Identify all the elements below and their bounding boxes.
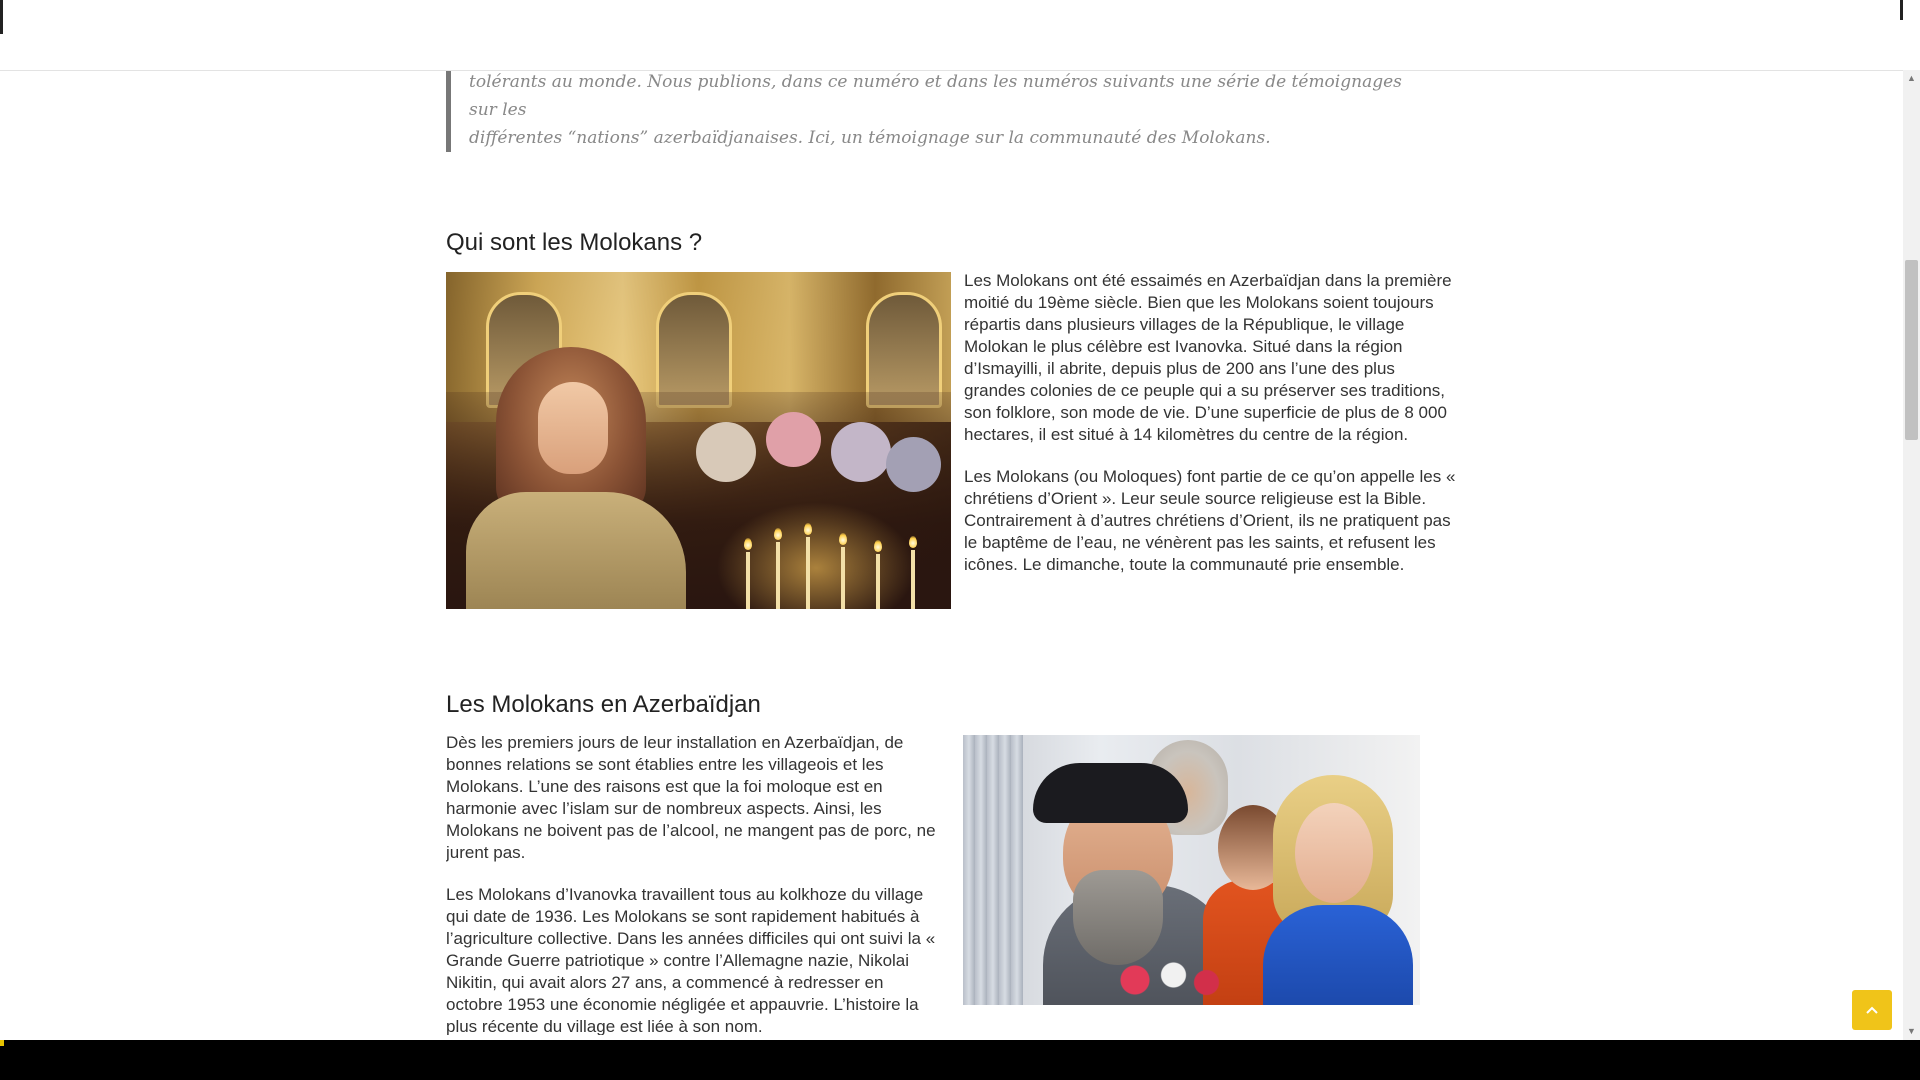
candle-flame [909,536,917,548]
worshipper-head [831,422,891,482]
candle [876,554,880,609]
page-scrollbar[interactable] [1903,70,1920,1040]
candle-flame [744,538,752,550]
elderly-man-beard [1073,870,1163,965]
icon-arch [866,292,942,408]
candle-flame [774,528,782,540]
candle-flame [804,523,812,535]
candle [806,537,810,609]
scroll-up-arrow-icon[interactable]: ▲ [1907,73,1916,83]
paragraph: Les Molokans ont été essaimés en Azerbaïdjan dans la première moitié du 19ème siècle. Bien que les Molokans soient toujours répartis dans plusieurs villages de la République, le village Molokan le plus célèbre est Ivanovka. Situé dans la région d’Ismayilli, il abrite, depuis plus de 200 ans l’une des plus grandes colonies de ce peuple qui a su préserver ses traditions, son folklore, son mode de vie. D’une superficie de plus de 8 000 hectares, il est situé à 14 kilomètres du centre de la région. [964,271,1452,444]
paragraph: Les Molokans (ou Moloques) font partie de ce qu’on appelle les « chrétiens d’Orient ». Leur seule source religieuse est la Bible. Contrairement à d’autres chrétiens d’Orient, ils ne pratiquent pas le baptême de l’eau, ne vénèrent pas les saints, et refusent les icônes. Le dimanche, toute la communauté prie ensemble. [964,467,1456,574]
molokan-family-photo [963,735,1420,1005]
elderly-man-hat [1033,763,1188,823]
quote-line: tolérants au monde. Nous publions, dans ce numéro et dans les numéros suivants une série de témoignages sur les [469,72,1402,120]
window-curtain [963,735,1023,1005]
taskbar-marker [0,1040,4,1046]
section-title-molokans-en-azerbaidjan: Les Molokans en Azerbaïdjan [446,691,761,718]
window-edge-left [0,0,3,34]
back-to-top-button[interactable] [1852,990,1892,1030]
church-prayer-photo [446,272,951,609]
candle [911,550,915,609]
young-woman-face [1295,803,1373,903]
candle-flame [874,540,882,552]
section-2-text [446,732,936,1035]
chevron-up-icon [1852,1002,1892,1018]
icon-arch [656,292,732,408]
worshipper-head [696,422,756,482]
woman-dress [466,492,686,609]
candle [746,552,750,609]
bottom-taskbar [0,1040,1920,1080]
candle-flame [839,533,847,545]
window-edge-right [1900,0,1903,20]
section-1-text [964,270,1458,596]
flower-bouquet [1113,955,1223,1005]
section-title-qui-sont-les-molokans: Qui sont les Molokans ? [446,229,703,256]
worshipper-head [766,412,821,467]
top-header-bar [0,0,1903,71]
scroll-down-arrow-icon[interactable]: ▼ [1907,1026,1916,1036]
worshipper-head [886,437,941,492]
candle [841,547,845,609]
paragraph: Les Molokans d’Ivanovka travaillent tous au kolkhoze du village qui date de 1936. Les Molokans se sont rapidement habitués à l’agriculture collective. Dans les années difficiles qui ont suivi la « Grande Guerre patriotique » contre l’Allemagne nazie, Nikolai Nikitin, qui avait alors 27 ans, a commencé à redresser en octobre 1953 une économie négligée et appauvrie. L’histoire la plus récente du village est liée à son nom. [446,885,936,1035]
quote-line: différentes “nations” azerbaïdjanaises. Ici, un témoignage sur la communauté des Molokans. [469,128,1271,148]
candle [776,542,780,609]
woman-face [538,382,608,474]
scrollbar-thumb[interactable] [1905,260,1918,440]
young-woman-blue-dress [1263,905,1413,1005]
paragraph: Dès les premiers jours de leur installation en Azerbaïdjan, de bonnes relations se sont établies entre les villageois et les Molokans. L’une des raisons est que la foi moloque est en harmonie avec l’islam sur de nombreux aspects. Ainsi, les Molokans ne boivent pas de l’alcool, ne mangent pas de porc, ne jurent pas. [446,733,936,862]
